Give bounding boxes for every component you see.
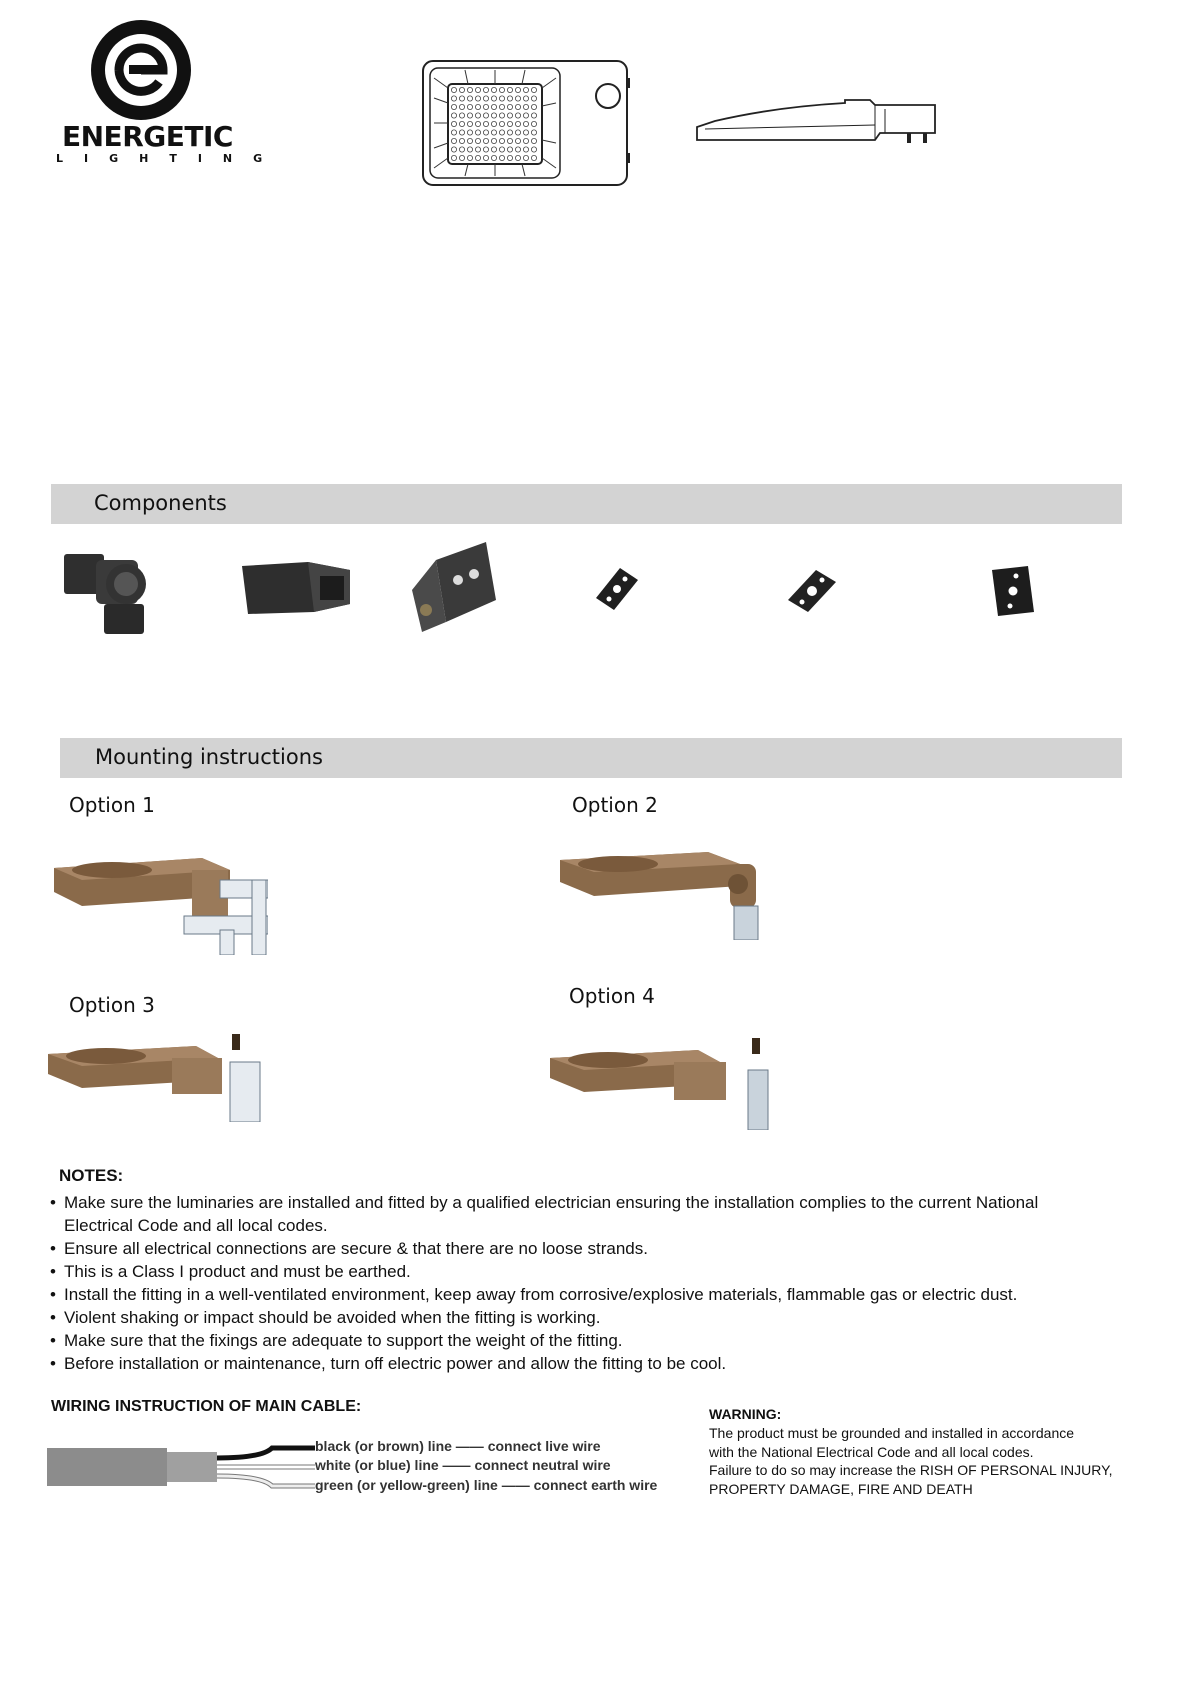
- wire-name: white (or blue) line: [315, 1457, 439, 1473]
- warning-line: Failure to do so may increase the RISH OF PERSONAL INJURY,: [709, 1462, 1113, 1478]
- option-1-illustration: [52, 840, 268, 955]
- component-mounting-plate-2-image: [784, 566, 840, 616]
- note-item: • Violent shaking or impact should be avoided when the fitting is working.: [50, 1306, 1140, 1329]
- warning-title: WARNING:: [709, 1406, 782, 1422]
- note-item: • Install the fitting in a well-ventilated environment, keep away from corrosive/explosive materials, flammable gas or electric dust.: [50, 1283, 1140, 1306]
- option-3-label: Option 3: [69, 993, 155, 1017]
- option-1-label: Option 1: [69, 793, 155, 817]
- notes-list: [50, 1191, 1140, 1375]
- warning-line: PROPERTY DAMAGE, FIRE AND DEATH: [709, 1480, 973, 1497]
- note-item: • Make sure that the fixings are adequate to support the weight of the fitting.: [50, 1329, 1140, 1352]
- warning-line: The product must be grounded and installed in accordance: [709, 1425, 1075, 1441]
- component-wall-bracket-image: [406, 540, 498, 636]
- wire-name: green (or yellow-green) line: [315, 1477, 498, 1493]
- components-section-header: [51, 484, 1122, 524]
- fixture-side-view-drawing: [695, 95, 940, 155]
- logo-brand-text: ENERGETIC: [62, 120, 233, 153]
- logo-emblem-icon: [89, 18, 193, 122]
- option-3-illustration: [46, 1030, 262, 1122]
- option-4-illustration: [548, 1034, 774, 1130]
- option-2-label: Option 2: [572, 793, 658, 817]
- warning-line: with the National Electrical Code and all local codes.: [709, 1443, 1034, 1460]
- warning-text: [709, 1424, 1169, 1498]
- component-slip-fitter-image: [238, 560, 353, 618]
- note-item: • Ensure all electrical connections are secure & that there are no loose strands.: [50, 1237, 1140, 1260]
- note-item: • Make sure the luminaries are installed and fitted by a qualified electrician ensuring the installation complies to the current National Electrical Code and all local codes.: [50, 1191, 1094, 1237]
- fixture-top-view-drawing: [420, 58, 632, 188]
- wire-label-earth: green (or yellow-green) line —— connect earth wire: [315, 1477, 658, 1493]
- wire-name: black (or brown) line: [315, 1438, 452, 1454]
- wire-connection: connect live wire: [487, 1438, 601, 1454]
- wire-connection: connect neutral wire: [474, 1457, 611, 1473]
- brand-logo: [52, 18, 284, 168]
- note-item: • This is a Class I product and must be earthed.: [50, 1260, 1140, 1283]
- mounting-section-header: [60, 738, 1122, 778]
- wire-connection: connect earth wire: [533, 1477, 658, 1493]
- notes-title: NOTES:: [59, 1166, 124, 1185]
- mounting-title: Mounting instructions: [95, 745, 323, 769]
- option-4-label: Option 4: [569, 984, 655, 1008]
- components-title: Components: [94, 491, 227, 515]
- logo-tagline-text: LIGHTING: [56, 152, 284, 165]
- option-2-illustration: [558, 836, 766, 940]
- cable-diagram: [47, 1440, 315, 1498]
- wire-label-neutral: white (or blue) line —— connect neutral wire: [315, 1457, 611, 1473]
- component-mounting-plate-1-image: [592, 564, 642, 614]
- component-mounting-plate-3-image: [988, 564, 1038, 620]
- wiring-title: WIRING INSTRUCTION OF MAIN CABLE:: [51, 1398, 362, 1415]
- note-item: • Before installation or maintenance, turn off electric power and allow the fitting to be cool.: [50, 1352, 1140, 1375]
- component-swivel-adapter-image: [58, 548, 158, 638]
- wire-label-live: black (or brown) line —— connect live wire: [315, 1438, 601, 1454]
